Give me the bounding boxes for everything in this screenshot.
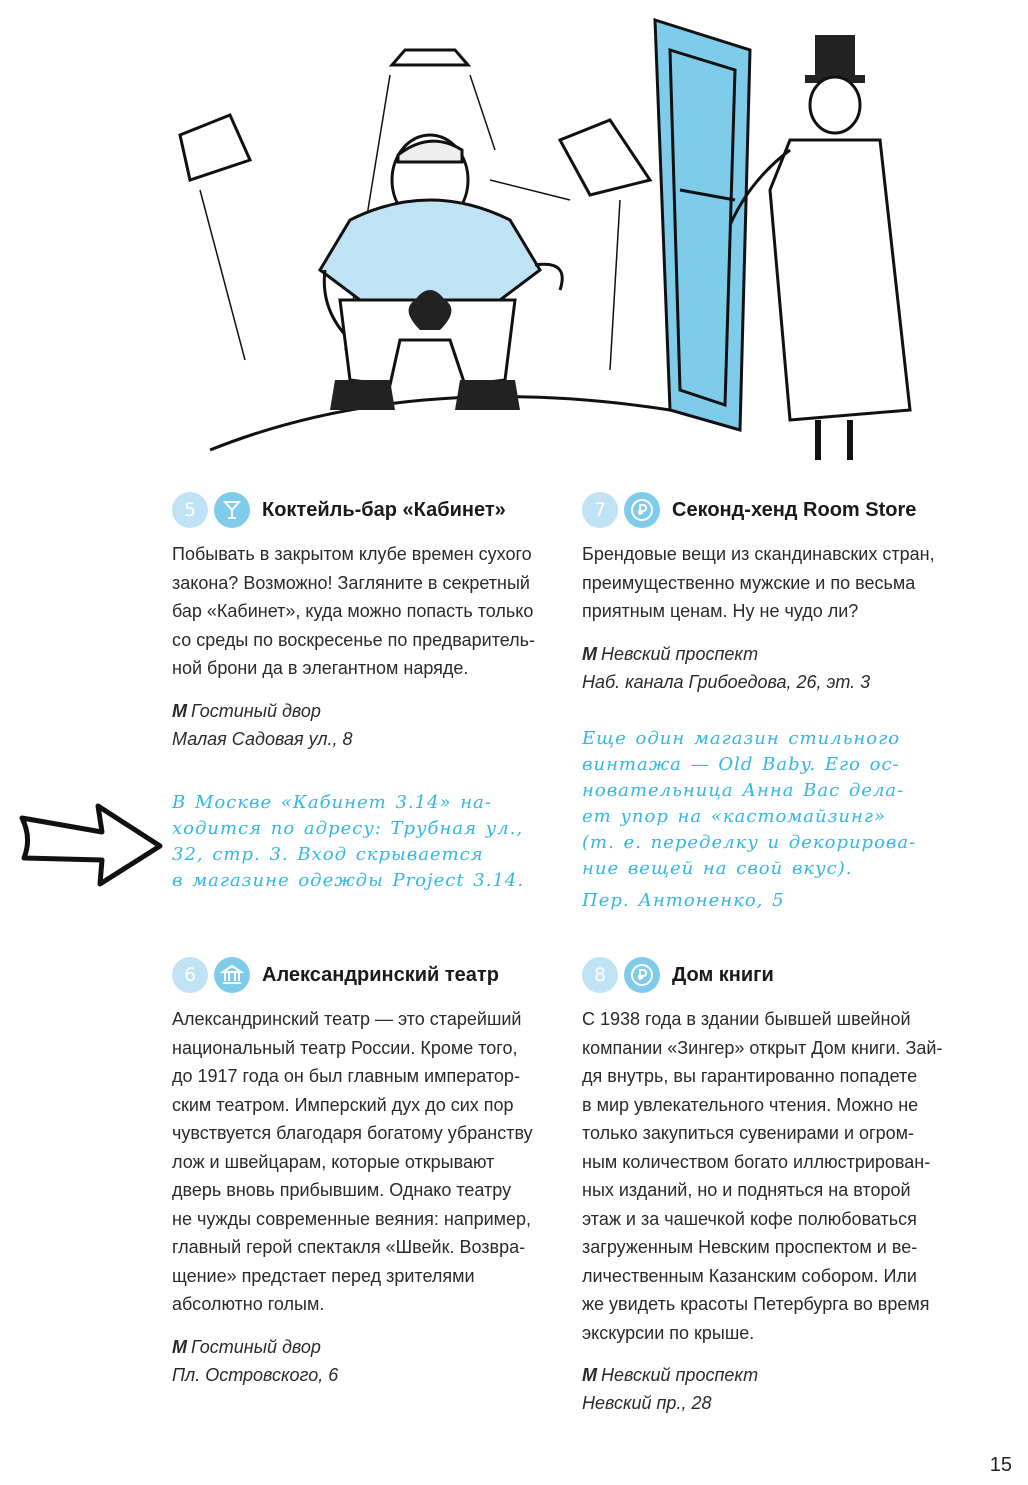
entry-description: Александринский театр — это старейший национальный театр России. Кроме того, до 1917 года он был главным император- ским театром. Имперский дух до сих пор чувствуется благодаря богатому убранству лож и швейцарам, которые открывают дверь вновь прибывшим. Однако театру не чужды современные веяния: например, главный герой спектакля «Швейк. Возвра- щение» предстает перед зрителями абсолютно голым. xyxy=(172,1009,533,1314)
address: Пл. Островского, 6 xyxy=(172,1364,339,1385)
metro-icon: М xyxy=(582,1365,597,1385)
metro-icon: М xyxy=(172,700,187,721)
entry-description: С 1938 года в здании бывшей швейной компании «Зингер» открыт Дом книги. Зай- дя внутрь, вы гарантированно попадете в мир увлекательного чтения. Можно не только закупиться сувенирами и огром- ным количеством богато иллюстрирован- ных изданий, но и подняться на второй этаж и за чашечкой кофе полюбоваться загруженным Невским проспектом и ве- личественным Казанским собором. Или же увидеть красоты Петербурга во время экскурсии по крыше. xyxy=(582,1009,943,1343)
arrow-icon xyxy=(14,798,164,890)
entry-title: Дом книги xyxy=(672,963,774,986)
entry-alexandrinsky-theatre xyxy=(172,955,562,1389)
page-number: 15 xyxy=(989,1454,1012,1476)
entry-title: Александринский театр xyxy=(262,963,499,986)
lamp-icon xyxy=(180,115,250,360)
seated-man-figure xyxy=(320,135,562,410)
metro-station: М Гостиный двор xyxy=(172,700,321,721)
entry-description: Брендовые вещи из скандинавских стран, преимущественно мужские и по весьма приятным ценам. Ну не чудо ли? xyxy=(582,544,935,621)
entry-description: Побывать в закрытом клубе времен сухого закона? Возможно! Загляните в секретный бар «Кабинет», куда можно попасть только со среды по воскресенье по предваритель- ной брони да в элегантном наряде. xyxy=(172,544,536,678)
entry-second-hand-room-store xyxy=(582,490,972,696)
entry-number-badge: 6 xyxy=(172,957,208,993)
entry-title: Коктейль-бар «Кабинет» xyxy=(262,498,506,521)
door-illustration xyxy=(655,20,750,430)
ruble-icon xyxy=(624,957,660,993)
doorman-figure xyxy=(730,35,910,460)
address: Невский пр., 28 xyxy=(582,1393,712,1413)
metro-station: М Гостиный двор xyxy=(172,1336,321,1357)
handwritten-note-moscow: В Москве «Кабинет 3.14» на- ходится по адресу: Трубная ул., 32, стр. 3. Вход скрывается в магазине одежды Project 3.14. xyxy=(172,792,525,891)
address: Малая Садовая ул., 8 xyxy=(172,728,353,749)
entry-number-badge: 7 xyxy=(582,492,618,528)
entry-header xyxy=(172,955,562,995)
note-address: Пер. Антоненко, 5 xyxy=(582,890,785,911)
illustration-bar-and-doorman xyxy=(150,10,930,480)
entry-title: Секонд-хенд Room Store xyxy=(672,498,917,521)
theatre-building-icon xyxy=(214,957,250,993)
ruble-icon xyxy=(624,492,660,528)
entry-header xyxy=(582,955,972,995)
entry-header xyxy=(582,490,972,530)
entry-number-badge: 8 xyxy=(582,957,618,993)
metro-icon: М xyxy=(172,1336,187,1357)
address: Наб. канала Грибоедова, 26, эт. 3 xyxy=(582,671,871,692)
metro-station: М Невский проспект xyxy=(582,1365,759,1385)
entry-cocktail-bar xyxy=(172,490,562,753)
entry-dom-knigi xyxy=(582,955,972,1417)
entry-number-badge: 5 xyxy=(172,492,208,528)
handwritten-note-vintage: Еще один магазин стильного винтажа — Old Baby. Его ос- новательница Анна Вас дела- ет упор на «кастомайзинг» (т. е. переделку и декорирова- ние вещей на свой вкус). Пер. Антоненко, 5 xyxy=(582,726,972,914)
entry-header xyxy=(172,490,562,530)
cocktail-glass-icon xyxy=(214,492,250,528)
metro-icon: М xyxy=(582,643,597,664)
metro-station: М Невский проспект xyxy=(582,643,759,664)
